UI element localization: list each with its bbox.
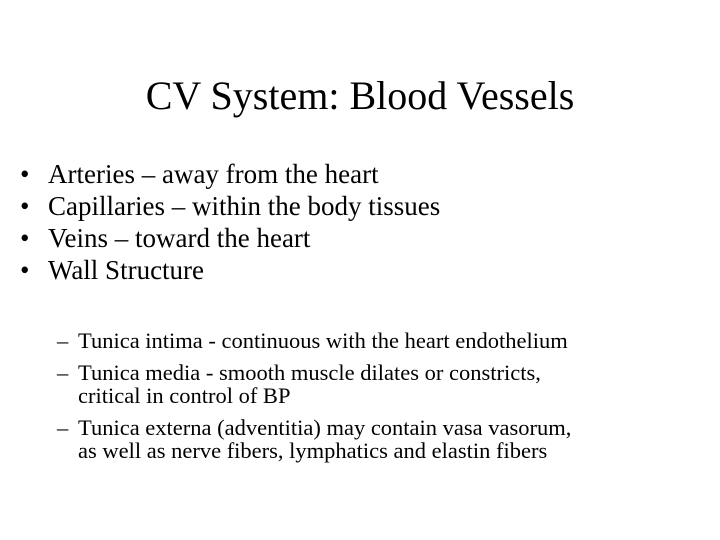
sub-bullet-text: Tunica externa (adventitia) may contain vasa vasorum, xyxy=(78,415,572,440)
bullet-dot-icon: • xyxy=(20,159,30,189)
bullet-list xyxy=(20,158,710,286)
bullet-text: Arteries – away from the heart xyxy=(48,159,379,189)
bullet-item xyxy=(20,190,710,222)
sub-bullet-item xyxy=(57,416,717,462)
sub-bullet-item xyxy=(57,329,717,352)
bullet-text: Wall Structure xyxy=(48,255,205,285)
sub-bullet-text: Tunica media - smooth muscle dilates or constricts, xyxy=(78,360,541,385)
bullet-dot-icon: • xyxy=(20,255,30,285)
bullet-dot-icon: • xyxy=(20,191,30,221)
bullet-item xyxy=(20,222,710,254)
dash-icon: – xyxy=(57,328,69,353)
dash-icon: – xyxy=(57,360,69,385)
bullet-text: Veins – toward the heart xyxy=(48,223,311,253)
sub-bullet-text: Tunica intima - continuous with the heart endothelium xyxy=(78,328,568,353)
sub-bullet-text-continued: critical in control of BP xyxy=(78,383,291,408)
dash-icon: – xyxy=(57,415,69,440)
bullet-text: Capillaries – within the body tissues xyxy=(48,191,441,221)
sub-bullet-item xyxy=(57,361,717,407)
bullet-item xyxy=(20,158,710,190)
bullet-dot-icon: • xyxy=(20,223,30,253)
slide-title: CV System: Blood Vessels xyxy=(145,73,575,118)
sub-bullet-text-continued: as well as nerve fibers, lymphatics and elastin fibers xyxy=(78,438,548,463)
sub-bullet-list xyxy=(57,329,717,471)
bullet-item xyxy=(20,254,710,286)
